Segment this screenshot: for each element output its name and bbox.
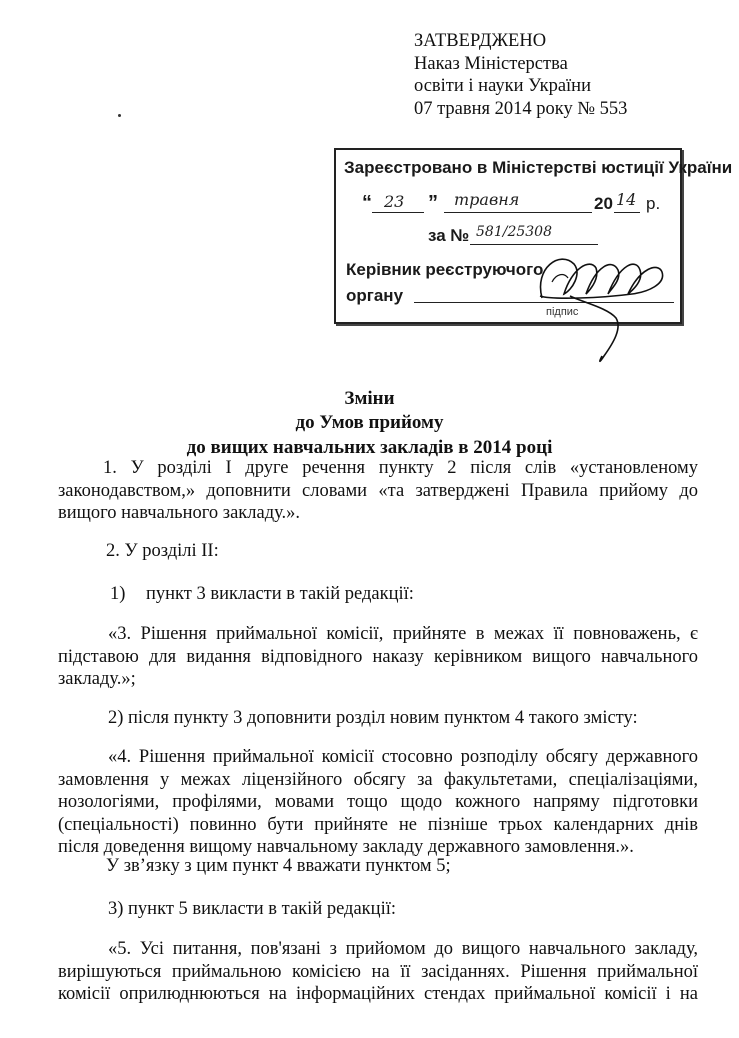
list-number-1: 1) [110,584,126,604]
head-label-line1: Керівник реєструючого [346,260,544,279]
approval-block [414,30,627,120]
head-label-line2: органу [346,286,404,305]
year-suffix: 14 [616,190,637,209]
paragraph-line: закладу.»; [58,669,136,689]
year-unit: р. [646,194,661,213]
year-underline [614,212,640,213]
approval-date-line: 07 травня 2014 року № 553 [414,98,628,119]
registration-day: 23 [384,192,405,211]
registration-number: 581/25308 [476,224,552,240]
paragraph-line: «3. Рішення приймальної комісії, прийняте в межах її повноважень, є [108,624,698,644]
paragraph-line: вищого навчального закладу.». [58,503,301,523]
number-label: за № [428,226,470,245]
paragraph-line: законодавством,» доповнити словами «та затверджені Правила прийому до [58,480,698,501]
paragraph-2: 2. У розділі ІІ: [106,541,219,561]
paragraph-4 [58,623,698,691]
paragraph-3: пункт 3 викласти в такій редакції: [146,584,414,604]
paragraph-7: У зв’язку з цим пункт 4 вважати пунктом 5; [106,856,451,876]
registration-heading: Зареєстровано в Міністерстві юстиції України [344,158,733,177]
document-subtitle-1: до Умов прийому [295,412,444,433]
quote-open: “ [362,192,372,214]
signature-caption: підпис [546,306,579,318]
handwritten-signature [512,238,672,368]
paragraph-line: 1. У розділі І друге речення пункту 2 після слів «установленому [103,458,698,478]
paragraph-1 [58,457,698,525]
document-subtitle-2: до вищих навчальних закладів в 2014 році [186,437,553,458]
paragraph-8: 3) пункт 5 викласти в такій редакції: [108,899,396,919]
registration-month: травня [454,190,520,209]
paragraph-line: замовлення у межах ліцензійного обсягу за факультетами, спеціалізаціями, [58,769,698,790]
paragraph-line: комісії оприлюднюються на інформаційних стендах приймальної комісії і на [58,984,698,1004]
speck-mark [118,114,121,117]
paragraph-9 [58,938,698,1006]
approval-ministry-line: освіти і науки України [414,76,591,96]
paragraph-line: «4. Рішення приймальної комісії стосовно розподілу обсягу державного [108,747,698,767]
paragraph-line: після доведення вищому навчальному закладу державного замовлення.». [58,837,634,857]
paragraph-line: нозологіями, профілями, мовами тощо щодо кожного напряму підготовки [58,792,698,812]
approval-order-line: Наказ Міністерства [414,53,568,74]
paragraph-line: «5. Усі питання, пов'язані з прийомом до вищого навчального закладу, [108,939,698,959]
quote-close: ” [428,192,438,214]
day-underline [372,212,424,213]
approval-heading: ЗАТВЕРДЖЕНО [414,31,547,51]
paragraph-line: (спеціальності) повинно бути прийняте не пізніше трьох календарних днів [58,814,698,835]
paragraph-5: 2) після пункту 3 доповнити розділ новим пунктом 4 такого змісту: [108,708,638,728]
month-underline [444,212,592,213]
paragraph-line: підставою для видання відповідного наказу керівником вищого навчального [58,646,698,667]
document-title: Зміни [344,388,395,409]
paragraph-6 [58,746,698,859]
paragraph-line: вирішуються приймальною комісією на її засіданнях. Рішення приймальної [58,961,698,982]
year-prefix: 20 [594,194,613,213]
